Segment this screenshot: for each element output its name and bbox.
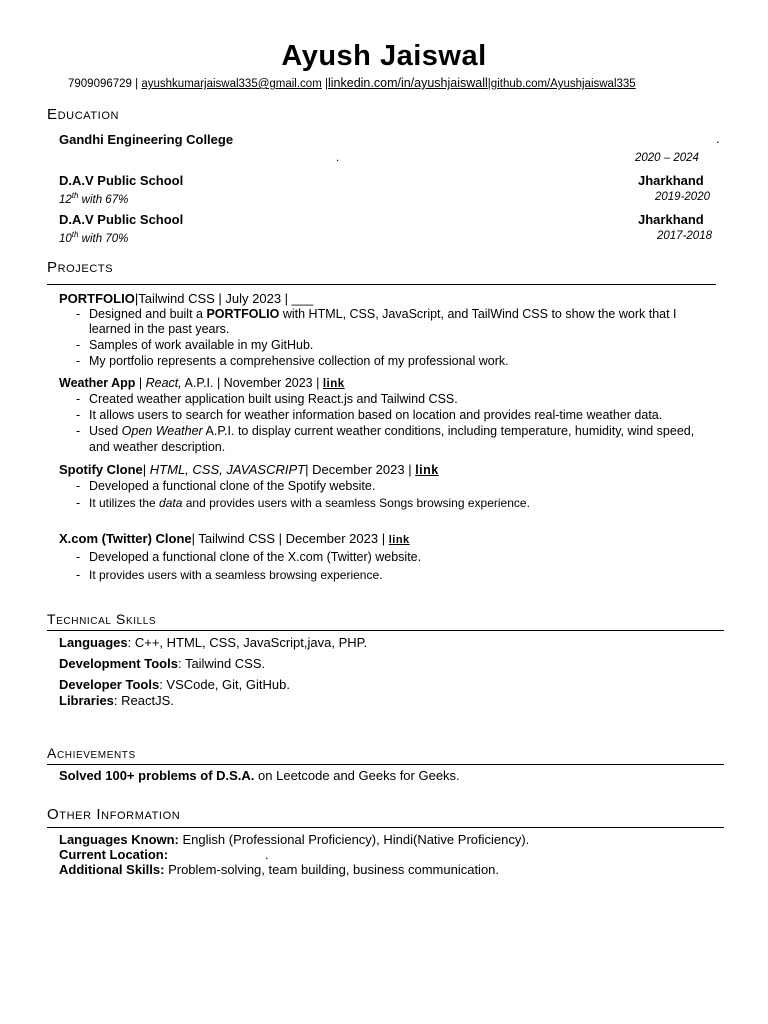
weather-bullet-3: Used Open Weather A.P.I. to display current weather conditions, including temperature, humidity, wind speed, — [89, 424, 695, 438]
xcom-link[interactable]: link — [388, 534, 410, 546]
education-heading: Education — [47, 106, 120, 123]
school1-location: Jharkhand — [638, 173, 704, 188]
email-link[interactable]: ayushkumarjaiswal335@gmail.com — [141, 78, 322, 90]
school1-name: D.A.V Public School — [59, 173, 184, 188]
spotify-title: Spotify Clone| HTML, CSS, JAVASCRIPT| December 2023 | link — [59, 462, 439, 477]
bullet: ‐ — [76, 424, 81, 438]
bullet: ‐ — [76, 568, 81, 582]
projects-rule — [47, 284, 716, 285]
weather-bullet-2: It allows users to search for weather information based on location and provides real-time weather data. — [89, 408, 663, 422]
weather-link[interactable]: link — [322, 378, 345, 390]
other-rule — [47, 827, 724, 828]
skills-libraries: Libraries: ReactJS. — [59, 693, 174, 708]
weather-title: Weather App | React, A.P.I. | November 2023 | link — [59, 376, 345, 390]
school2-years: 2017-2018 — [657, 230, 712, 242]
achievement-item: Solved 100+ problems of D.S.A. on Leetcode and Geeks for Geeks. — [59, 768, 460, 783]
spotify-bullet-2: It utilizes the data and provides users with a seamless Songs browsing experience. — [89, 496, 530, 510]
additional-skills: Additional Skills: Problem-solving, team building, business communication. — [59, 862, 500, 877]
phone: 7909096729 — [68, 78, 132, 90]
contact-line: 7909096729 | ayushkumarjaiswal335@gmail.com |linkedin.com/in/ayushjaiswall|github.com/Ayushjaiswal335 — [68, 76, 636, 90]
school2-grade: 10th with 70% — [59, 230, 129, 245]
spotify-bullet-1: Developed a functional clone of the Spotify website. — [89, 479, 376, 493]
college-years: 2020 – 2024 — [635, 152, 699, 164]
bullet: ‐ — [76, 338, 81, 352]
school2-name: D.A.V Public School — [59, 212, 184, 227]
resume-name: Ayush Jaiswal — [281, 40, 487, 72]
weather-bullet-1: Created weather application built using React.js and Tailwind CSS. — [89, 392, 458, 406]
college-dot-2: . — [336, 152, 340, 164]
bullet: ‐ — [76, 550, 81, 564]
portfolio-bullet-1-cont: learned in the past years. — [89, 322, 230, 336]
xcom-bullet-2: It provides users with a seamless browsing experience. — [89, 568, 383, 582]
school2-location: Jharkhand — [638, 212, 704, 227]
linkedin-link[interactable]: linkedin.com/in/ayushjaiswall — [328, 76, 488, 90]
other-heading: Other Information — [47, 806, 181, 823]
skills-developer-tools: Developer Tools: VSCode, Git, GitHub. — [59, 677, 290, 692]
achievements-rule — [47, 764, 724, 765]
bullet: ‐ — [76, 392, 81, 406]
portfolio-title: PORTFOLIO|Tailwind CSS | July 2023 | ___ — [59, 291, 314, 306]
current-location-value: . — [265, 847, 269, 862]
bullet: ‐ — [76, 496, 81, 510]
portfolio-bullet-3: My portfolio represents a comprehensive collection of my professional work. — [89, 354, 509, 368]
languages-known: Languages Known: English (Professional Proficiency), Hindi(Native Proficiency). — [59, 832, 530, 847]
skills-languages: Languages: C++, HTML, CSS, JavaScript,java, PHP. — [59, 635, 368, 650]
portfolio-bullet-1: Designed and built a PORTFOLIO with HTML, CSS, JavaScript, and TailWind CSS to show the work that I — [89, 307, 677, 321]
achievements-heading: Achievements — [47, 745, 136, 761]
bullet: ‐ — [76, 354, 81, 368]
skills-heading: Technical Skills — [47, 611, 157, 627]
skills-devtools: Development Tools: Tailwind CSS. — [59, 656, 266, 671]
weather-bullet-3-cont: and weather description. — [89, 440, 226, 454]
spotify-link[interactable]: link — [415, 463, 439, 477]
xcom-title: X.com (Twitter) Clone| Tailwind CSS | December 2023 | link — [59, 531, 410, 546]
bullet: ‐ — [76, 307, 81, 321]
bullet: ‐ — [76, 479, 81, 493]
xcom-bullet-1: Developed a functional clone of the X.com (Twitter) website. — [89, 550, 422, 564]
skills-rule — [47, 630, 724, 631]
projects-heading: Projects — [47, 259, 114, 276]
college-dot: . — [716, 131, 720, 146]
github-link[interactable]: github.com/Ayushjaiswal335 — [490, 78, 636, 90]
college-name: Gandhi Engineering College — [59, 132, 234, 147]
school1-grade: 12th with 67% — [59, 191, 129, 206]
school1-years: 2019-2020 — [655, 191, 710, 203]
portfolio-bullet-2: Samples of work available in my GitHub. — [89, 338, 314, 352]
bullet: ‐ — [76, 408, 81, 422]
current-location: Current Location: — [59, 847, 169, 862]
